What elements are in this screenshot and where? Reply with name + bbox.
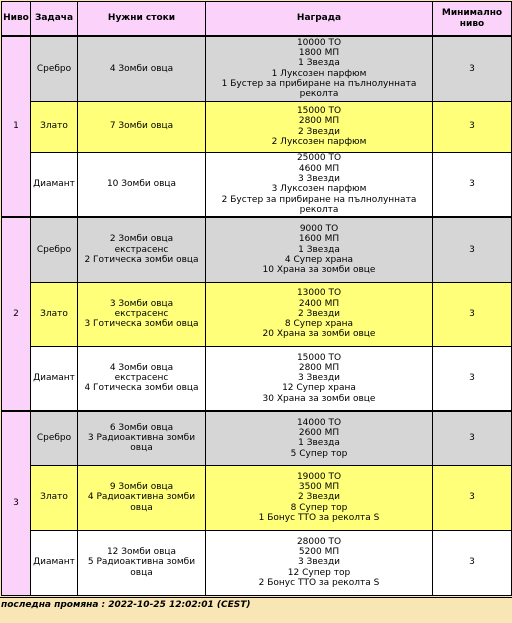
quest-table <box>1 1 512 596</box>
reward-line: 3 Звезди <box>297 373 341 384</box>
required-line: екстрасенс <box>114 308 169 319</box>
table-row <box>2 411 512 465</box>
reward-line: 5200 МП <box>298 547 340 558</box>
reward-line: 2800 МП <box>298 362 340 373</box>
required-line: 2 Зомби овца <box>109 234 174 245</box>
required-line: овца <box>130 502 153 513</box>
reward-line: 25000 ТО <box>296 153 342 164</box>
reward-line: 10000 ТО <box>296 37 342 48</box>
reward-line: 8 Супер храна <box>284 319 354 330</box>
min-level-cell: 3 <box>433 530 512 595</box>
reward-line: 1800 МП <box>298 48 340 59</box>
reward-line: 4600 МП <box>298 163 340 174</box>
required-goods-cell <box>78 217 206 282</box>
min-level-cell: 3 <box>433 465 512 530</box>
reward-line: 14000 ТО <box>296 417 342 428</box>
required-goods-cell <box>78 152 206 217</box>
table-row <box>2 282 512 346</box>
table-row <box>2 101 512 152</box>
reward-line: 3 Звезди <box>297 557 341 568</box>
task-cell: Злато <box>31 282 78 346</box>
required-goods-cell <box>78 530 206 595</box>
reward-cell <box>206 152 433 217</box>
reward-line: 2 Звезди <box>297 126 341 137</box>
task-cell: Диамант <box>31 530 78 595</box>
reward-line: 30 Храна за зомби овце <box>262 393 376 404</box>
reward-line: 1 Звезда <box>298 244 340 255</box>
reward-line: 4 Супер храна <box>284 254 354 265</box>
header-required: Нужни стоки <box>78 2 206 37</box>
required-line: 4 Радиоактивна зомби <box>87 492 196 503</box>
last-modified: последна промяна : 2022-10-25 12:02:01 (CEST) <box>0 597 512 612</box>
required-goods-cell <box>78 465 206 530</box>
reward-line: 12 Супер тор <box>287 567 351 578</box>
reward-line: 2 Бустер за прибиране на пълнолунната реколта <box>221 194 417 215</box>
task-cell: Диамант <box>31 346 78 411</box>
min-level-cell: 3 <box>433 411 512 465</box>
reward-line: 9000 ТО <box>299 224 339 234</box>
reward-line: 1 Бустер за прибиране на пълнолунната реколта <box>221 79 417 100</box>
reward-line: 15000 ТО <box>296 105 342 116</box>
table-row <box>2 530 512 595</box>
required-line: 6 Зомби овца <box>109 422 174 433</box>
level-cell: 2 <box>2 217 31 411</box>
level-cell: 3 <box>2 411 31 595</box>
reward-cell <box>206 530 433 595</box>
table-row <box>2 346 512 411</box>
reward-line: 15000 ТО <box>296 352 342 363</box>
reward-line: 12 Супер храна <box>282 383 356 394</box>
reward-line: 20 Храна за зомби овце <box>262 329 376 340</box>
required-goods-cell <box>78 282 206 346</box>
table-row <box>2 217 512 282</box>
reward-line: 1 Звезда <box>298 438 340 449</box>
reward-line: 19000 ТО <box>296 471 342 482</box>
header-task: Задача <box>31 2 78 37</box>
table-row <box>2 36 512 101</box>
reward-line: 1 Луксозен парфюм <box>271 68 367 79</box>
min-level-cell: 3 <box>433 282 512 346</box>
reward-line: 1 Бонус ТТО за реколта S <box>258 512 380 523</box>
required-line: 12 Зомби овца <box>106 547 177 558</box>
required-goods-cell <box>78 346 206 411</box>
required-line: 4 Готическа зомби овца <box>84 383 199 394</box>
reward-cell <box>206 101 433 152</box>
reward-cell <box>206 217 433 282</box>
task-cell: Сребро <box>31 217 78 282</box>
reward-line: 10 Храна за зомби овце <box>262 265 376 276</box>
required-line: 2 Готическа зомби овца <box>84 254 199 265</box>
min-level-cell: 3 <box>433 346 512 411</box>
min-level-cell: 3 <box>433 101 512 152</box>
task-cell: Злато <box>31 465 78 530</box>
reward-line: 1600 МП <box>298 234 340 245</box>
required-goods-cell <box>78 411 206 465</box>
reward-line: 8 Супер тор <box>290 502 348 513</box>
reward-cell <box>206 465 433 530</box>
required-line: овца <box>130 567 153 578</box>
required-line: екстрасенс <box>114 373 169 384</box>
reward-line: 3 Луксозен парфюм <box>271 184 367 195</box>
required-line: 7 Зомби овца <box>109 121 174 132</box>
min-level-cell: 3 <box>433 217 512 282</box>
required-goods-cell <box>78 36 206 101</box>
reward-line: 1 Звезда <box>298 58 340 69</box>
quest-body <box>2 36 512 595</box>
required-line: 4 Зомби овца <box>109 63 174 74</box>
reward-cell <box>206 282 433 346</box>
required-line: 4 Зомби овца <box>109 362 174 373</box>
required-line: 9 Зомби овца <box>109 482 174 493</box>
reward-cell <box>206 36 433 101</box>
reward-line: 3500 МП <box>298 482 340 493</box>
table-row <box>2 465 512 530</box>
reward-cell <box>206 346 433 411</box>
reward-line: 2400 МП <box>298 298 340 309</box>
required-line: екстрасенс <box>114 244 169 255</box>
required-line: 3 Радиоактивна зомби <box>87 433 196 444</box>
reward-line: 2 Бонус ТТО за реколта S <box>258 577 380 588</box>
reward-line: 28000 ТО <box>296 536 342 547</box>
reward-line: 3 Звезди <box>297 173 341 184</box>
header-level: Ниво <box>2 2 31 37</box>
reward-line: 13000 ТО <box>296 288 342 299</box>
required-line: 5 Радиоактивна зомби <box>87 557 196 568</box>
task-cell: Сребро <box>31 36 78 101</box>
required-line: 3 Зомби овца <box>109 298 174 309</box>
header-min-level: Минимално ниво <box>433 2 512 37</box>
required-line: овца <box>130 443 153 454</box>
header-row <box>2 2 512 37</box>
reward-line: 2 Звезди <box>297 308 341 319</box>
task-cell: Сребро <box>31 411 78 465</box>
min-level-cell: 3 <box>433 152 512 217</box>
header-reward: Награда <box>206 2 433 37</box>
reward-line: 2 Звезди <box>297 492 341 503</box>
level-cell: 1 <box>2 36 31 217</box>
reward-line: 2 Луксозен парфюм <box>271 136 367 147</box>
required-goods-cell <box>78 101 206 152</box>
reward-cell <box>206 411 433 465</box>
required-line: 3 Готическа зомби овца <box>84 319 199 330</box>
task-cell: Диамант <box>31 152 78 217</box>
task-cell: Злато <box>31 101 78 152</box>
reward-line: 2800 МП <box>298 116 340 127</box>
table-row <box>2 152 512 217</box>
min-level-cell: 3 <box>433 36 512 101</box>
reward-line: 5 Супер тор <box>290 448 348 459</box>
required-line: 10 Зомби овца <box>106 179 177 190</box>
reward-line: 2600 МП <box>298 427 340 438</box>
